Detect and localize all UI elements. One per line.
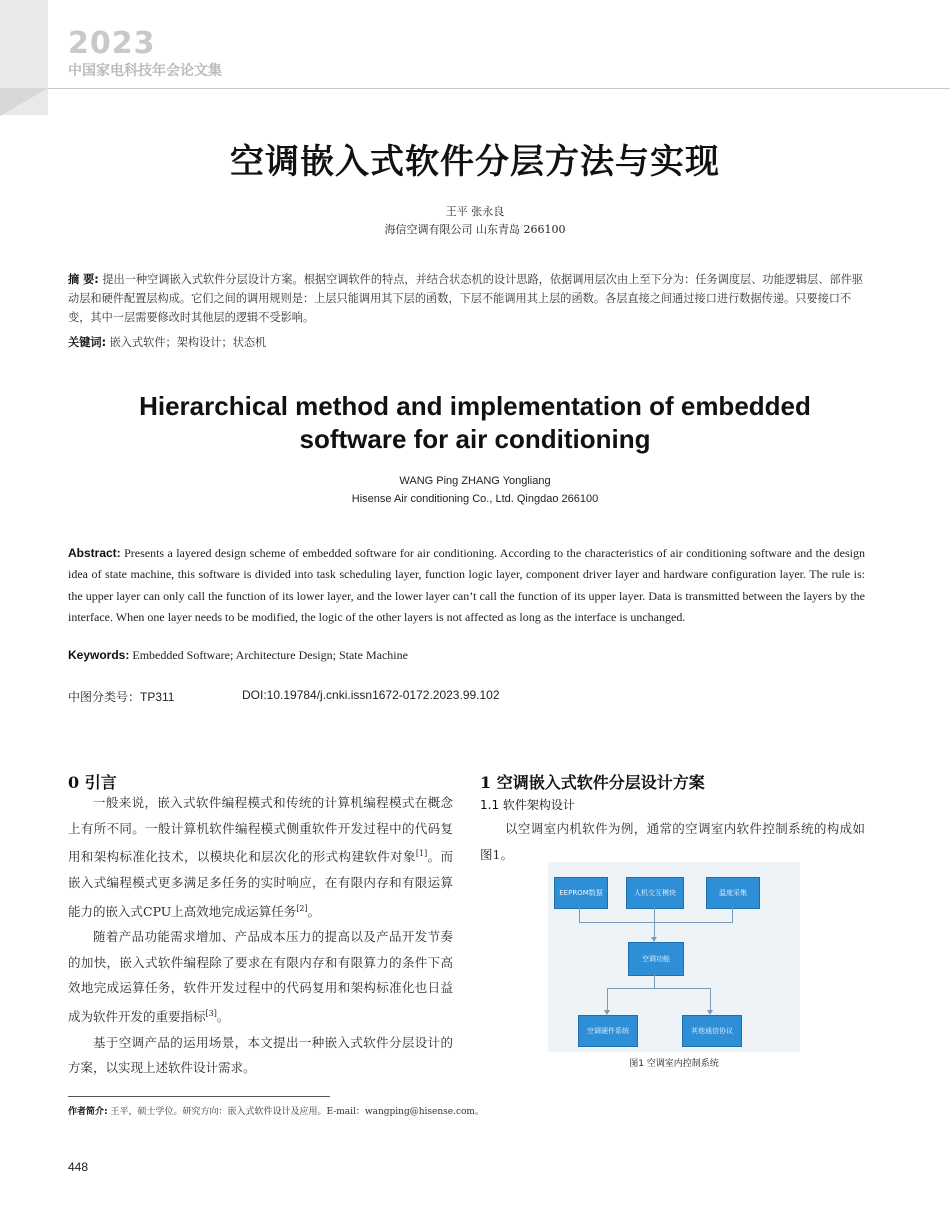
en-title-line2: software for air conditioning <box>299 424 651 454</box>
section0-body <box>68 790 453 1081</box>
section1-body <box>480 816 865 867</box>
header-rule <box>48 88 950 89</box>
en-keywords <box>68 648 865 663</box>
author-footnote <box>68 1104 484 1117</box>
corner-fold <box>0 88 48 116</box>
footnote-rule <box>68 1096 330 1097</box>
header-collection: 中国家电科技年会论文集 <box>68 63 222 79</box>
footnote-text: 王平，硕士学位。研究方向：嵌入式软件设计及应用。E-mail：wangping@hisense.com。 <box>110 1107 484 1117</box>
cn-keywords-text: 嵌入式软件；架构设计；状态机 <box>109 336 267 349</box>
connector-temp-down <box>732 907 733 922</box>
en-keywords-label: Keywords: <box>68 648 130 662</box>
section1-heading: 1 空调嵌入式软件分层设计方案 <box>480 773 705 792</box>
cn-abstract-label: 摘 要: <box>68 273 99 286</box>
section0-para2: 随着产品功能需求增加、产品成本压力的提高以及产品开发节奏的加快，嵌入式软件编程除了要求在有限内存和有限算力的条件下高效地完成运算任务，软件开发过程中的代码复用和架构标准化也日益成为软件开发的重要指标[3]。 <box>68 929 453 1025</box>
en-keywords-text: Embedded Software; Architecture Design; State Machine <box>132 648 408 662</box>
cn-title: 空调嵌入式软件分层方法与实现 <box>230 142 720 182</box>
footnote-label: 作者简介: <box>68 1107 108 1117</box>
box-temperature: 温度采集 <box>706 877 760 909</box>
section1-para1: 以空调室内机软件为例，通常的空调室内软件控制系统的构成如图1。 <box>480 821 865 862</box>
doi: DOI:10.19784/j.cnki.issn1672-0172.2023.99.102 <box>242 688 500 702</box>
cn-keywords <box>68 334 868 350</box>
section0-para3: 基于空调产品的运用场景，本文提出一种嵌入式软件分层设计的方案，以实现上述软件设计需求。 <box>68 1034 453 1076</box>
header-year: 2023 <box>68 26 156 61</box>
cn-keywords-label: 关键词: <box>68 336 107 349</box>
box-ac-hardware: 空调硬件系统 <box>578 1015 638 1047</box>
en-abstract-label: Abstract: <box>68 546 121 560</box>
cn-abstract-text: 提出一种空调嵌入式软件分层设计方案。根据空调软件的特点，并结合状态机的设计思路，依据调用层次由上至下分为：任务调度层、功能逻辑层、部件驱动层和硬件配置层构成。它们之间的调用规则是：上层只能调用其下层的函数，下层不能调用其上层的函数。各层直接之间通过接口进行数据传递。只要接口不变，其中一层需要修改时其他层的逻辑不受影响。 <box>68 273 864 324</box>
section0-para1: 一般来说，嵌入式软件编程模式和传统的计算机编程模式在概念上有所不同。一般计算机软件编程模式侧重软件开发过程中的代码复用和架构标准化技术，以模块化和层次化的形式构建软件对象[1]。而嵌入式编程模式更多满足多任务的实时响应，在有限内存和有限运算能力的嵌入式CPU上高效地完成运算任务[2]。 <box>68 795 453 919</box>
page-number: 448 <box>68 1160 89 1174</box>
box-other-protocols: 其他通信协议 <box>682 1015 742 1047</box>
cn-authors: 王平 张永良 <box>445 205 505 218</box>
en-authors: WANG Ping ZHANG Yongliang <box>399 475 551 487</box>
cn-affiliation: 海信空调有限公司 山东青岛 266100 <box>384 223 566 236</box>
connector-top-bus <box>579 922 733 923</box>
cn-abstract <box>68 270 868 327</box>
figure1-diagram <box>548 862 800 1052</box>
clc-number: 中图分类号：TP311 <box>68 690 175 704</box>
box-ac-function: 空调功能 <box>628 942 684 976</box>
en-title <box>0 390 950 456</box>
section1-1-heading: 1.1 软件架构设计 <box>480 798 575 812</box>
connector-bottom-bus <box>607 988 711 989</box>
en-abstract <box>68 543 865 628</box>
en-affiliation: Hisense Air conditioning Co., Ltd. Qingdao 266100 <box>351 493 599 505</box>
connector-hmi-down <box>654 907 655 922</box>
figure1-caption: 图1 空调室内控制系统 <box>629 1059 719 1069</box>
en-abstract-text: Presents a layered design scheme of embedded software for air conditioning. According to the characteristics of air conditioning software and the design idea of state machine, this software is divided into task scheduling layer, function logic layer, component driver layer and hardware configuration layer. The rule is: the upper layer can only call the function of its lower layer, and the lower layer can’t call the function of its upper layer. Data is transmitted between the layers by the interface. When one layer needs to be modified, the logic of the other layers is not affected as long as the interface is unchanged. <box>68 546 865 624</box>
connector-ac-down <box>654 974 655 988</box>
connector-to-ac <box>654 922 655 937</box>
box-hmi: 人机交互模块 <box>626 877 684 909</box>
section0-heading: 0 引言 <box>68 773 117 792</box>
box-eeprom: EEPROM数据 <box>554 877 608 909</box>
connector-to-hw <box>607 988 608 1010</box>
en-title-line1: Hierarchical method and implementation of embedded <box>139 391 811 421</box>
connector-eeprom-down <box>579 907 580 922</box>
connector-to-comm <box>710 988 711 1010</box>
